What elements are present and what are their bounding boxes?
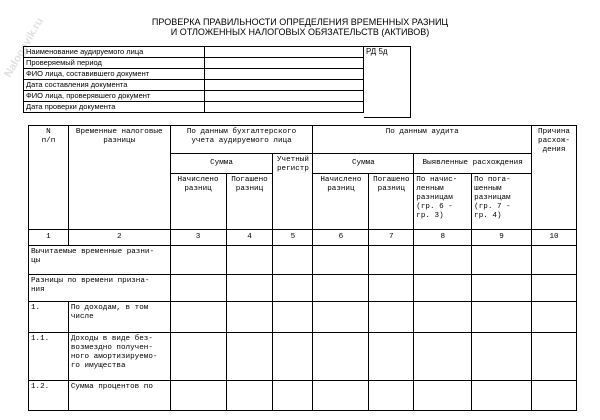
header-discrepancy-charged: По начис- ленным разницам (гр. 6 - гр. 3) [414, 174, 472, 230]
table-cell[interactable] [369, 381, 414, 411]
table-cell[interactable] [472, 381, 532, 411]
column-number: 9 [472, 230, 532, 246]
meta-value-field[interactable] [205, 47, 364, 58]
header-repaid-audit: Погашено разниц [369, 174, 414, 230]
form-code: РД 5д [366, 47, 388, 56]
table-cell[interactable] [313, 381, 369, 411]
table-cell[interactable] [532, 381, 577, 411]
table-cell[interactable] [414, 381, 472, 411]
meta-value-field[interactable] [205, 91, 364, 102]
meta-label: Проверяемый период [24, 58, 205, 69]
header-charged-audit: Начислено разниц [313, 174, 369, 230]
table-row [29, 381, 577, 411]
meta-row [24, 80, 364, 91]
table-cell[interactable] [414, 333, 472, 381]
column-number: 8 [414, 230, 472, 246]
meta-label: Наименование аудируемого лица [24, 47, 205, 58]
row-number: 1.2. [29, 381, 69, 411]
column-number: 4 [226, 230, 273, 246]
header-reason: Причина расхож- дения [532, 126, 577, 230]
column-number: 1 [29, 230, 69, 246]
table-cell[interactable] [170, 275, 226, 302]
header-discrepancies: Выявленные расхождения [414, 154, 532, 174]
header-num: N п/п [29, 126, 69, 230]
table-cell[interactable] [472, 275, 532, 302]
header-tax-differences: Временные налоговые разницы [68, 126, 170, 230]
row-section-title: Разницы по времени призна- ния [29, 275, 171, 302]
table-row [29, 333, 577, 381]
table-cell[interactable] [532, 333, 577, 381]
row-name: Сумма процентов по [68, 381, 170, 411]
form-code-box [364, 46, 411, 118]
column-number: 6 [313, 230, 369, 246]
header-charged-accounting: Начислено разниц [170, 174, 226, 230]
table-cell[interactable] [532, 275, 577, 302]
row-section-title: Вычитаемые временные разни- цы [29, 246, 171, 275]
table-cell[interactable] [273, 302, 313, 333]
table-cell[interactable] [226, 333, 273, 381]
table-cell[interactable] [414, 275, 472, 302]
row-number: 1.1. [29, 333, 69, 381]
meta-label: ФИО лица, составившего документ [24, 69, 205, 80]
meta-label: Дата составления документа [24, 80, 205, 91]
table-cell[interactable] [170, 302, 226, 333]
table-cell[interactable] [273, 381, 313, 411]
differences-table [28, 125, 577, 411]
header-accounting-data: По данным бухгалтерского учета аудируемого лица [170, 126, 313, 154]
table-cell[interactable] [414, 246, 472, 275]
header-discrepancy-repaid: По пога- шенным разницам (гр. 7 - гр. 4) [472, 174, 532, 230]
row-number: 1. [29, 302, 69, 333]
table-cell[interactable] [414, 302, 472, 333]
table-cell[interactable] [369, 333, 414, 381]
meta-row [24, 69, 364, 80]
table-cell[interactable] [369, 302, 414, 333]
table-cell[interactable] [226, 275, 273, 302]
meta-row [24, 91, 364, 102]
table-cell[interactable] [472, 246, 532, 275]
table-row [29, 302, 577, 333]
meta-value-field[interactable] [205, 80, 364, 91]
table-cell[interactable] [313, 246, 369, 275]
table-cell[interactable] [369, 246, 414, 275]
table-cell[interactable] [273, 333, 313, 381]
document-meta-table [23, 46, 364, 113]
table-cell[interactable] [532, 302, 577, 333]
meta-label: ФИО лица, проверявшего документ [24, 91, 205, 102]
meta-value-field[interactable] [205, 58, 364, 69]
header-repaid-accounting: Погашено разниц [226, 174, 273, 230]
column-number: 5 [273, 230, 313, 246]
table-cell[interactable] [170, 333, 226, 381]
row-name: Доходы в виде без- возмездно получен- ного амортизируемо- го имущества [68, 333, 170, 381]
table-cell[interactable] [226, 302, 273, 333]
table-cell[interactable] [369, 275, 414, 302]
table-cell[interactable] [313, 275, 369, 302]
table-cell[interactable] [313, 333, 369, 381]
table-cell[interactable] [170, 381, 226, 411]
header-sum-audit: Сумма [313, 154, 414, 174]
column-number: 7 [369, 230, 414, 246]
table-cell[interactable] [226, 246, 273, 275]
meta-row [24, 47, 364, 58]
table-cell[interactable] [273, 246, 313, 275]
table-cell[interactable] [532, 246, 577, 275]
document-title-line-2: И ОТЛОЖЕННЫХ НАЛОГОВЫХ ОБЯЗАТЕЛЬСТВ (АКТИВОВ) [170, 27, 430, 37]
table-cell[interactable] [273, 275, 313, 302]
header-register: Учетный регистр [273, 154, 313, 230]
meta-row [24, 102, 364, 113]
meta-label: Дата проверки документа [24, 102, 205, 113]
header-sum-accounting: Сумма [170, 154, 273, 174]
meta-row [24, 58, 364, 69]
table-cell[interactable] [472, 333, 532, 381]
header-audit-data: По данным аудита [313, 126, 532, 154]
table-row [29, 246, 577, 275]
table-row [29, 275, 577, 302]
watermark-text: Nalogovik.ru [2, 15, 46, 80]
meta-value-field[interactable] [205, 102, 364, 113]
table-cell[interactable] [170, 246, 226, 275]
table-cell[interactable] [313, 302, 369, 333]
document-title-line-1: ПРОВЕРКА ПРАВИЛЬНОСТИ ОПРЕДЕЛЕНИЯ ВРЕМЕННЫХ РАЗНИЦ [151, 17, 449, 27]
table-cell[interactable] [472, 302, 532, 333]
column-number: 10 [532, 230, 577, 246]
row-name: По доходам, в том числе [68, 302, 170, 333]
table-cell[interactable] [226, 381, 273, 411]
column-number-row [29, 230, 577, 246]
column-number: 3 [170, 230, 226, 246]
meta-value-field[interactable] [205, 69, 364, 80]
column-number: 2 [68, 230, 170, 246]
